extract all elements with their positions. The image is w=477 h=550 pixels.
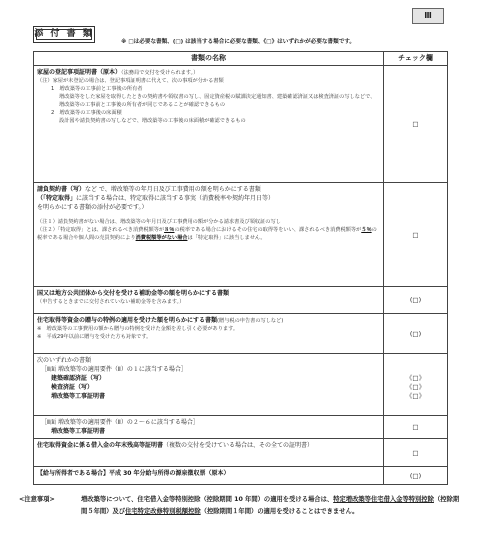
doc-cell xyxy=(34,439,384,467)
doc-title: 住宅取得資金に係る借入金の年末残高等証明書 xyxy=(37,442,164,449)
doc-title: 【給与所得者である場合】平成 30 年分給与所得の源泉徴収票（原本） xyxy=(37,470,230,477)
page-badge: Ⅲ xyxy=(412,8,444,24)
doc-cell xyxy=(34,416,384,439)
doc-line: に該当する場合は、特定取得に該当する事実（消費税率や契約年月日等） xyxy=(76,195,275,202)
doc-condition: ［Ⅱ面 増改築等の適用要件（Ⅱ）の２～６に該当する場合］ xyxy=(41,419,199,426)
doc-line: を明らかにする書類の添付が必要です。） xyxy=(37,204,148,211)
doc-subitem-desc: 設計図や請負契約書の写しなどで、増改築等の工事後の床面積が確認できるもの xyxy=(59,118,246,124)
table-header-row xyxy=(34,52,448,66)
header-document-name: 書類の名称 xyxy=(34,52,384,66)
doc-subitem-desc: 増改築等をした家屋を取得したときの契約書や領収書の写し、固定資産税の賦課決定通知書、建築確認済証又は検査済証の写しなどで、増改築等の工事前と工事後の所有者が同じであることが確認できるもの xyxy=(59,94,376,108)
doc-title-note: （法務局で交付を受けられます。） xyxy=(121,70,199,76)
header-check: チェック欄 xyxy=(384,52,448,66)
check-box[interactable]: 《□》 xyxy=(405,383,426,391)
check-box[interactable]: 《□》 xyxy=(405,374,426,382)
tokutei-label: （「特定取得」 xyxy=(37,195,77,202)
doc-intro: 次のいずれかの書類 xyxy=(37,357,92,364)
doc-option: 増改築等工事証明書 xyxy=(51,393,106,400)
no-tax-case: 消費税額等がない場合 xyxy=(135,235,188,241)
caution-lead: <注意事項> xyxy=(19,496,55,503)
check-box[interactable]: (□) xyxy=(384,467,448,485)
doc-note: ※ 増改築等の工事費用の額から贈与の特例を受けた金額を差し引く必要があります。 xyxy=(37,326,239,332)
table-row xyxy=(34,66,448,183)
table-row xyxy=(34,183,448,287)
attached-documents-title: 添 付 書 類 xyxy=(33,26,95,43)
doc-note: ※ 平成29年以前に贈与を受けた方も対象です。 xyxy=(37,334,152,340)
check-group xyxy=(384,354,448,416)
table-row xyxy=(34,287,448,314)
check-box[interactable]: (□) xyxy=(384,287,448,314)
caution-text: （控除期間５年間）及び xyxy=(81,496,460,515)
rate-5: ５％ xyxy=(361,227,372,233)
doc-cell xyxy=(34,183,384,287)
check-box[interactable]: □ xyxy=(384,439,448,467)
doc-note: （複数の交付を受けている場合は、その全ての証明書） xyxy=(163,442,314,449)
doc-title: 国又は地方公共団体から交付を受ける補助金等の額を明らかにする書類 xyxy=(37,290,230,297)
legend-note: ※ □は必要な書類、(□) は該当する場合に必要な書類、《□》はいずれかが必要な書類です。 xyxy=(121,39,356,45)
doc-title-small: (贈与税の申告書の写しなど) xyxy=(217,318,284,324)
caution-text: 増改築等について、住宅借入金等特別控除（控除期間 10 年間）の適用を受ける場合は、 xyxy=(81,496,334,503)
rate-8: ８％ xyxy=(164,227,175,233)
doc-title-rest: など で、増改築等の年月日及び工事費用の額を明らかにする書類 xyxy=(85,186,261,193)
check-box[interactable]: □ xyxy=(384,183,448,287)
doc-cell xyxy=(34,66,384,183)
doc-subitem: 1 増改築等の工事前と工事後の所有者 xyxy=(51,86,143,92)
doc-cell xyxy=(34,354,384,416)
doc-subitem: 2 増改築等の工事後の床面積 xyxy=(51,110,122,116)
doc-cell xyxy=(34,287,384,314)
table-row xyxy=(34,467,448,485)
check-box[interactable]: 《□》 xyxy=(405,392,426,400)
check-box[interactable]: □ xyxy=(384,66,448,183)
caution-underlined: 特定増改築等住宅借入金等特別控除 xyxy=(333,496,434,503)
caution-text: （控除期間１年間）の適用を受けることはできません。 xyxy=(200,508,359,515)
note-text: は「特定取得」に該当しません。 xyxy=(187,235,266,241)
doc-title: 家屋の登記事項証明書（原本） xyxy=(37,69,122,76)
doc-option: 増改築等工事証明書 xyxy=(51,428,106,435)
doc-note: （注）家屋が未登記の場合は、登記事項証明書に代えて、次の事項が分かる書類 xyxy=(37,78,224,84)
table-row xyxy=(34,416,448,439)
doc-cell xyxy=(34,467,384,485)
doc-condition: ［Ⅱ面 増改築等の適用要件（Ⅱ）の１に該当する場合］ xyxy=(41,366,187,373)
check-box[interactable]: (□) xyxy=(384,314,448,354)
note-text: の税率である場合や個人間の売買契約により xyxy=(37,227,377,241)
doc-title: 住宅取得等資金の贈与の特例の適用を受けた額を明らかにする書類 xyxy=(37,317,218,324)
check-box[interactable]: □ xyxy=(384,416,448,439)
doc-note: （注１）請負契約書がない場合は、増改築等の年月日及び工事費用の額が分かる請求書及び領収証の写し xyxy=(37,219,281,225)
table-row xyxy=(34,354,448,416)
table-row xyxy=(34,439,448,467)
documents-table xyxy=(33,51,448,485)
note-text: （注２）「特定取得」とは、課されるべき消費税額等が xyxy=(37,227,165,233)
doc-note xyxy=(37,226,379,242)
table-row xyxy=(34,314,448,354)
doc-option: 建築確認済証（写） xyxy=(51,375,106,382)
note-text: の税率である場合におけるその住宅の取得等をいい、課されるべき消費税額等が xyxy=(174,227,362,233)
caution-underlined: 住宅特定改修特別税額控除 xyxy=(125,508,201,515)
doc-cell xyxy=(34,314,384,354)
doc-title: 請負契約書（写） xyxy=(37,186,86,193)
doc-note: （申告するときまでに交付されていない補助金等を含みます。） xyxy=(37,299,185,305)
caution-body xyxy=(81,494,465,518)
doc-option: 検査済証（写） xyxy=(51,384,94,391)
